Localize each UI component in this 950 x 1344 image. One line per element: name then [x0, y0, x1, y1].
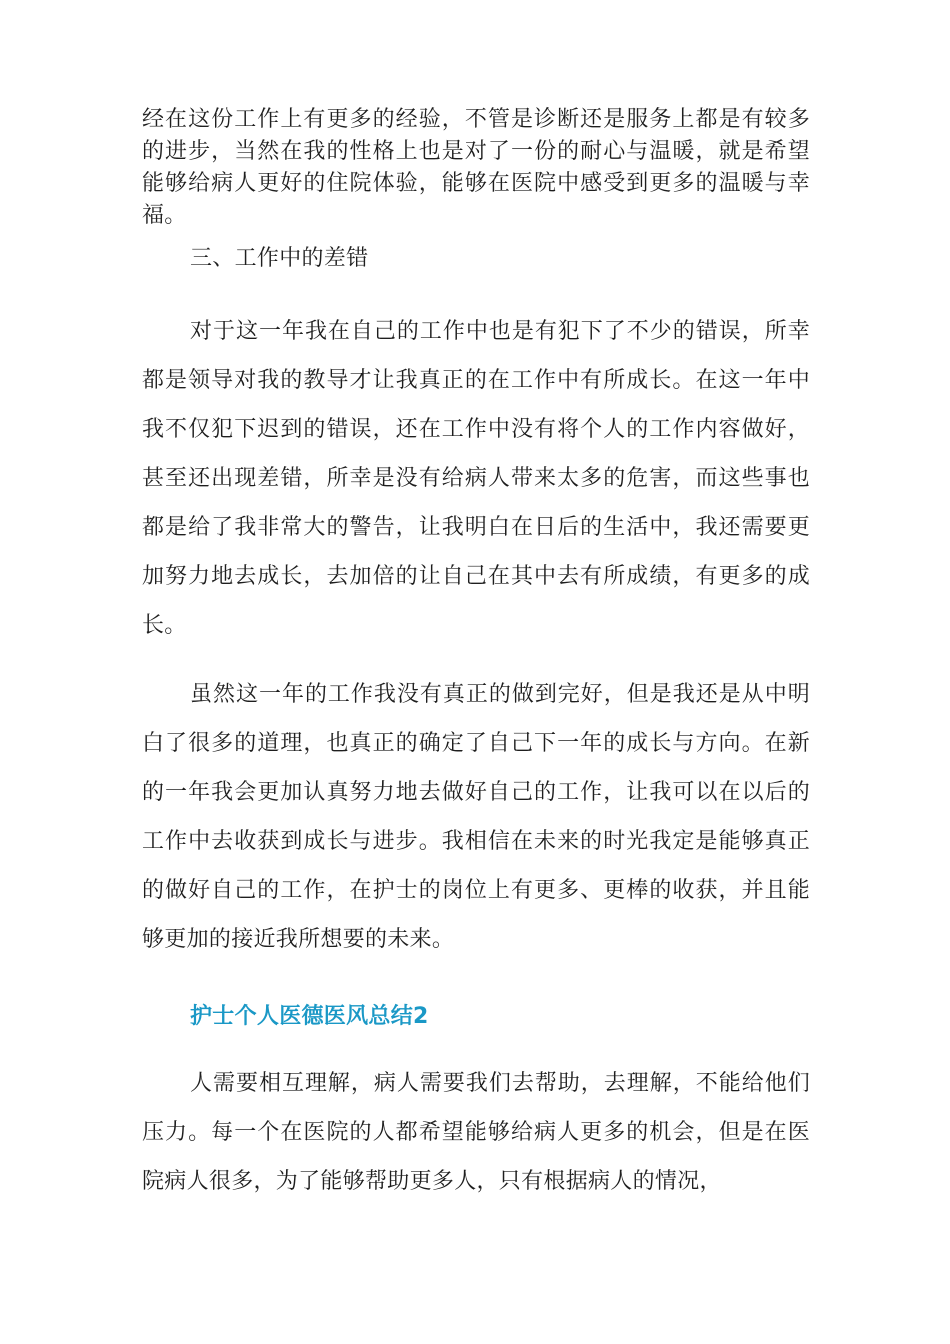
paragraph-summary: 虽然这一年的工作我没有真正的做到完好，但是我还是从中明白了很多的道理，也真正的确定了自己下一年的成长与方向。在新的一年我会更加认真努力地去做好自己的工作，让我可以在以后的工作中去收获到成长与进步。我相信在未来的时光我定是能够真正的做好自己的工作，在护士的岗位上有更多、更棒的收获，并且能够更加的接近我所想要的未来。: [142, 682, 810, 952]
section-heading: 三、工作中的差错: [190, 246, 369, 271]
paragraph-mistakes: 对于这一年我在自己的工作中也是有犯下了不少的错误，所幸都是领导对我的教导才让我真正的在工作中有所成长。在这一年中我不仅犯下迟到的错误，还在工作中没有将个人的工作内容做好，甚至还出现差错，所幸是没有给病人带来太多的危害，而这些事也都是给了我非常大的警告，让我明白在日后的生活中，我还需要更加努力地去成长，去加倍的让自己在其中去有所成绩，有更多的成长。: [142, 319, 810, 638]
article-title: [190, 1000, 429, 1034]
continuation-paragraph: 经在这份工作上有更多的经验，不管是诊断还是服务上都是有较多的进步，当然在我的性格上也是对了一份的耐心与温暖，就是希望能够给病人更好的住院体验，能够在医院中感受到更多的温暖与幸福。: [142, 107, 810, 228]
article-title-text: 护士个人医德医风总结: [190, 1004, 414, 1029]
paragraph-understanding: 人需要相互理解，病人需要我们去帮助，去理解，不能给他们压力。每一个在医院的人都希望能够给病人更多的机会，但是在医院病人很多，为了能够帮助更多人，只有根据病人的情况，: [142, 1071, 810, 1194]
article-title-number: 2: [413, 1004, 429, 1029]
